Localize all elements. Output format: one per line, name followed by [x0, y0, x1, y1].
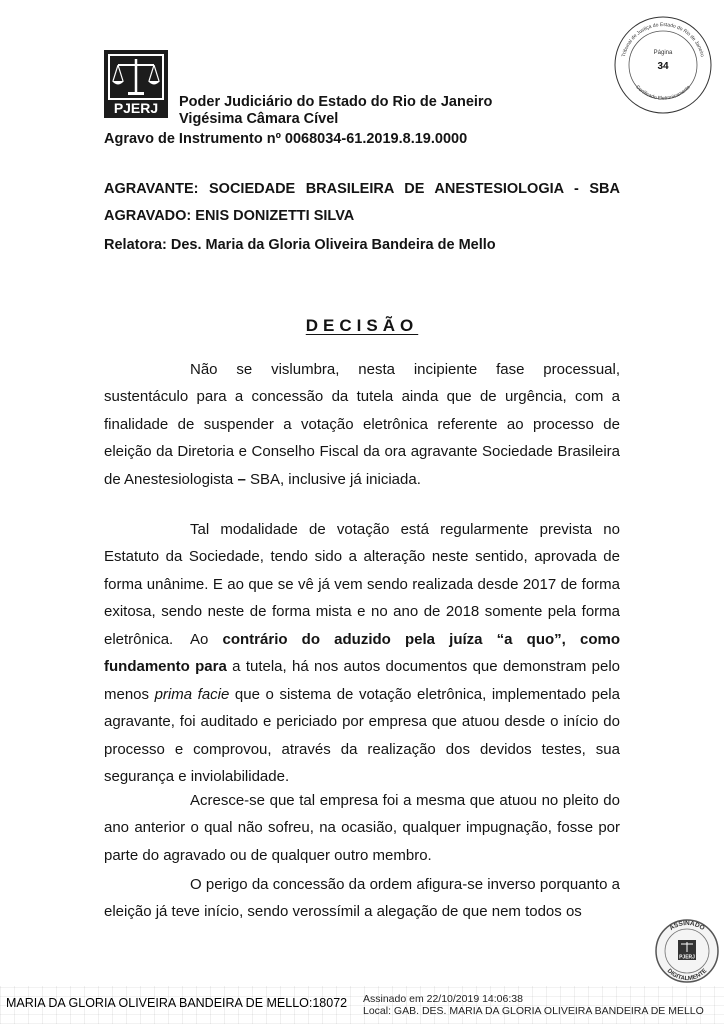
paragraph-1-dash: –	[237, 470, 246, 488]
rapporteur-line: Relatora: Des. Maria da Gloria Oliveira Bandeira de Mello	[104, 237, 496, 253]
paragraph-3	[104, 626, 620, 790]
appellee-line: AGRAVADO: ENIS DONIZETTI SILVA	[104, 208, 355, 224]
stamp-top-text: ASSINADO	[668, 919, 706, 933]
seal-bottom-text: Certificado Eletronicamente	[634, 84, 692, 102]
paragraph-4	[104, 787, 620, 869]
court-name: Poder Judiciário do Estado do Rio de Janeiro	[179, 94, 493, 110]
signature-footer	[0, 986, 724, 1024]
chamber-name: Vigésima Câmara Cível	[179, 111, 339, 127]
paragraph-1-text-a: Não se vislumbra, nesta incipiente fase processual, sustentáculo para a concessão da tutela ainda que de urgência, com a finalidade de suspender a votação eletrônica referente ao processo de eleição da Diretoria e Conselho Fiscal da ora agravante Sociedade Brasileira de Anestesiologista	[104, 361, 620, 488]
case-number: Agravo de Instrumento nº 0068034-61.2019.8.19.0000	[104, 131, 468, 147]
electronic-certification-seal	[612, 14, 714, 116]
paragraph-3-text-d: que o sistema de votação eletrônica, implementado pela agravante, foi auditado e periciado por empresa que atuou desde o início do processo e comprovou, através da realização dos devidos testes, sua segurança e inviolabilidade.	[104, 685, 620, 786]
appellant-line: AGRAVANTE: SOCIEDADE BRASILEIRA DE ANESTESIOLOGIA - SBA	[104, 181, 620, 197]
page-number: 34	[657, 61, 669, 72]
paragraph-3-bold: contrário do aduzido pela juíza “a quo”, como fundamento para	[104, 631, 620, 676]
digital-signature-stamp	[654, 918, 720, 984]
signed-at: Assinado em 22/10/2019 14:06:38	[363, 993, 523, 1005]
paragraph-2-text: Tal modalidade de votação está regularmente prevista no Estatuto da Sociedade, tendo sido a alteração neste sentido, aprovada de forma unânime. E ao que se vê já vem sendo realizada desde 2017 de forma exitosa, sendo neste de forma mista e no ano de 2018 somente pela forma eletrônica.	[104, 521, 620, 648]
paragraph-3-text-c: a tutela, há nos autos documentos que demonstram pelo menos	[104, 658, 620, 703]
scales-of-justice-icon	[104, 50, 168, 118]
logo-text: PJERJ	[113, 100, 159, 116]
signer-name: MARIA DA GLORIA OLIVEIRA BANDEIRA DE MELLO:18072	[6, 996, 348, 1010]
paragraph-5-text: O perigo da concessão da ordem afigura-se inverso porquanto a eleição já teve início, sendo verossímil a alegação de que nem todos os	[104, 876, 620, 921]
document-title: DECISÃO	[305, 316, 419, 335]
paragraph-5	[104, 871, 620, 926]
stamp-center-text: PJERJ	[679, 954, 695, 961]
paragraph-3-text-a: Ao	[190, 631, 223, 648]
paragraph-4-text: Acresce-se que tal empresa foi a mesma que atuou no pleito do ano anterior o qual não sofreu, na ocasião, qualquer impugnação, fosse por parte do agravado ou de qualquer outro membro.	[104, 792, 620, 864]
paragraph-3-italic: prima facie	[154, 685, 230, 703]
parties-block	[104, 176, 620, 230]
paragraph-1	[104, 356, 620, 493]
pjerj-logo	[104, 50, 168, 118]
stamp-bottom-text: DIGITALMENTE	[665, 968, 709, 983]
page-label: Página	[653, 50, 673, 56]
signature-location: Local: GAB. DES. MARIA DA GLORIA OLIVEIRA BANDEIRA DE MELLO	[363, 1005, 704, 1017]
paragraph-1-text-b: SBA, inclusive já iniciada.	[245, 470, 421, 488]
seal-ring-text: Tribunal de Justiça do Estado do Rio de Janeiro	[620, 21, 706, 58]
